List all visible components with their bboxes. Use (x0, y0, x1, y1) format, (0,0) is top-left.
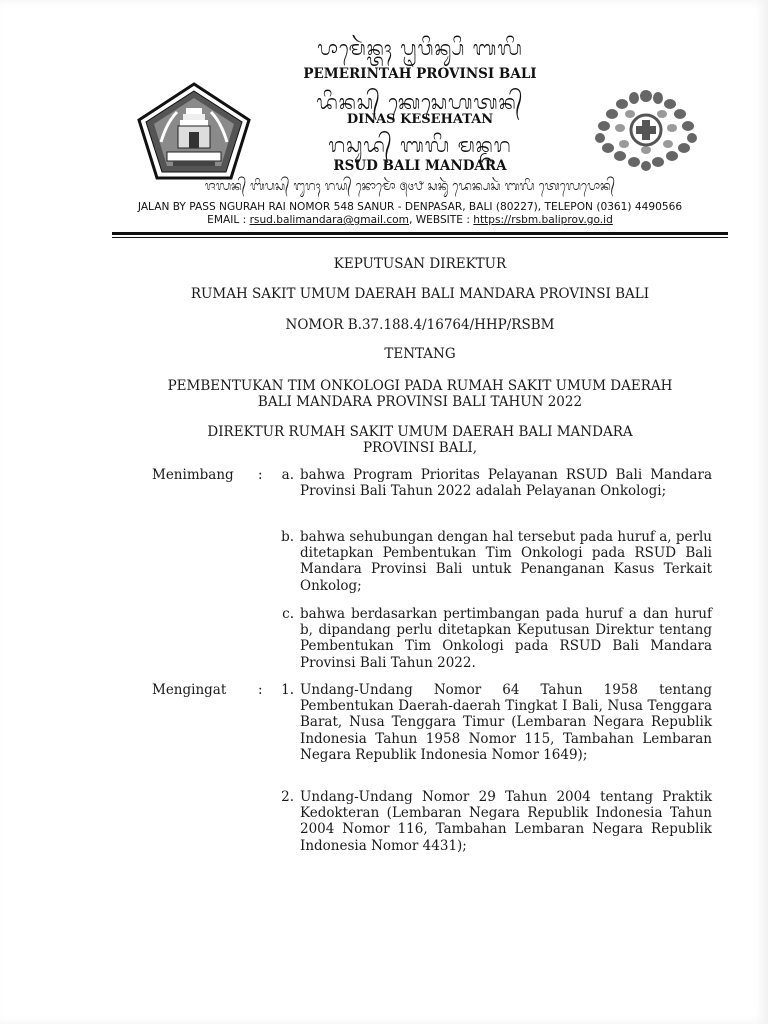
address-line: JALAN BY PASS NGURAH RAI NOMOR 548 SANUR - DENPASAR, BALI (80227), TELEPON (0361) 4490566 (137, 201, 683, 213)
mengingat-label: Mengingat (152, 682, 227, 698)
mengingat-item-1: Undang-Undang Nomor 64 Tahun 1958 tentang Pembentukan Daerah-daerah Tingkat I Bali, Nusa Tenggara Barat, Nusa Tenggara Timur (Lembaran Negara Republik Indonesia Tahun 1958 Nomor 115, Tambahan Lembaran Negara Republik Indonesia Nomor 1649); (300, 682, 712, 763)
director-title-line2: PROVINSI BALI, (362, 440, 478, 456)
menimbang-item-b: bahwa sehubungan dengan hal tersebut pada huruf a, perlu ditetapkan Pembentukan Tim Onkologi pada RSUD Bali Mandara Provinsi Bali untuk Penanganan Kasus Terkait Onkolog; (300, 529, 712, 594)
contact-line (60, 214, 760, 226)
government-name: PEMERINTAH PROVINSI BALI (303, 66, 537, 82)
balinese-agency-line: ᬤᬶᬦᬲ᭄ ᬓᬾᬲᬾᬳᬢᬦ᭄ (316, 90, 524, 114)
mengingat-marker-2: 2. (281, 789, 294, 805)
menimbang-item-a: bahwa Program Prioritas Pelayanan RSUD Bali Mandara Provinsi Bali Tahun 2022 adalah Pelayanan Onkologi; (300, 467, 712, 500)
email-link[interactable]: rsud.balimandara@gmail.com (249, 214, 409, 226)
menimbang-colon: : (258, 467, 263, 483)
website-link[interactable]: https://rsbm.baliprov.go.id (473, 214, 613, 226)
hospital-name: RSUD BALI MANDARA (333, 158, 507, 174)
letterhead-divider-thick (112, 232, 728, 235)
director-title-line1: DIREKTUR RUMAH SAKIT UMUM DAERAH BALI MANDARA (207, 424, 633, 440)
decree-about: TENTANG (384, 346, 456, 362)
agency-name: DINAS KESEHATAN (346, 112, 494, 127)
menimbang-marker-a: a. (281, 467, 294, 483)
menimbang-marker-c: c. (282, 606, 294, 622)
decree-institution: RUMAH SAKIT UMUM DAERAH BALI MANDARA PROVINSI BALI (190, 286, 650, 302)
decree-subject-line1: PEMBENTUKAN TIM ONKOLOGI PADA RUMAH SAKIT UMUM DAERAH (167, 378, 673, 394)
mengingat-item-2: Undang-Undang Nomor 29 Tahun 2004 tentang Praktik Kedokteran (Lembaran Negara Republik Indonesia Tahun 2004 Nomor 116, Tambahan Lembaran Negara Republik Indonesia Nomor 4431); (300, 789, 712, 854)
website-label: , WEBSITE : (408, 214, 474, 226)
mengingat-marker-1: 1. (281, 682, 294, 698)
balinese-government-line: ᬧᬵᬫᬾᬃᬦ᭄ᬢᬄ ᬧᬺᬯᬶᬦ᭄ᬲᬶ ᬩᬮᬶ (317, 36, 523, 60)
decree-number: NOMOR B.37.188.4/16764/HHP/RSBM (285, 317, 555, 333)
menimbang-item-c: bahwa berdasarkan pertimbangan pada huruf a dan huruf b, dipandang perlu ditetapkan Keputusan Direktur tentang Pembentukan Tim Onkologi pada RSUD Bali Mandara Provinsi Bali Tahun 2022. (300, 606, 712, 671)
menimbang-label: Menimbang (152, 467, 234, 483)
decree-heading: KEPUTUSAN DIREKTUR (333, 256, 507, 272)
letterhead-divider-thin (112, 237, 728, 238)
menimbang-marker-b: b. (281, 529, 294, 545)
email-label: EMAIL : (207, 214, 250, 226)
director-title (70, 424, 768, 456)
balinese-hospital-line: ᬭᬲᬸᬤ᭄ ᬩᬮᬶ ᬫᬦ᭄ᬤᬭ (328, 133, 512, 157)
decree-subject (70, 378, 768, 410)
mengingat-colon: : (258, 682, 263, 698)
balinese-address-line: ᬚᬮᬦ᭄ ᬩᬶᬧᬲ᭄ ᬗᬸᬭᬄ ᬭᬬ᭄ ᬦᭀᬫᭀᬃ ᭕᭔᭘ ᬲᬦᬸᬃ ᬤᬾᬦ᭄ᬧᬲᬃ ᬩᬮᬶ ᬢᬾᬮᬾᬧᭀᬦ᭄ (204, 178, 616, 193)
decree-subject-line2: BALI MANDARA PROVINSI BALI TAHUN 2022 (257, 394, 583, 410)
